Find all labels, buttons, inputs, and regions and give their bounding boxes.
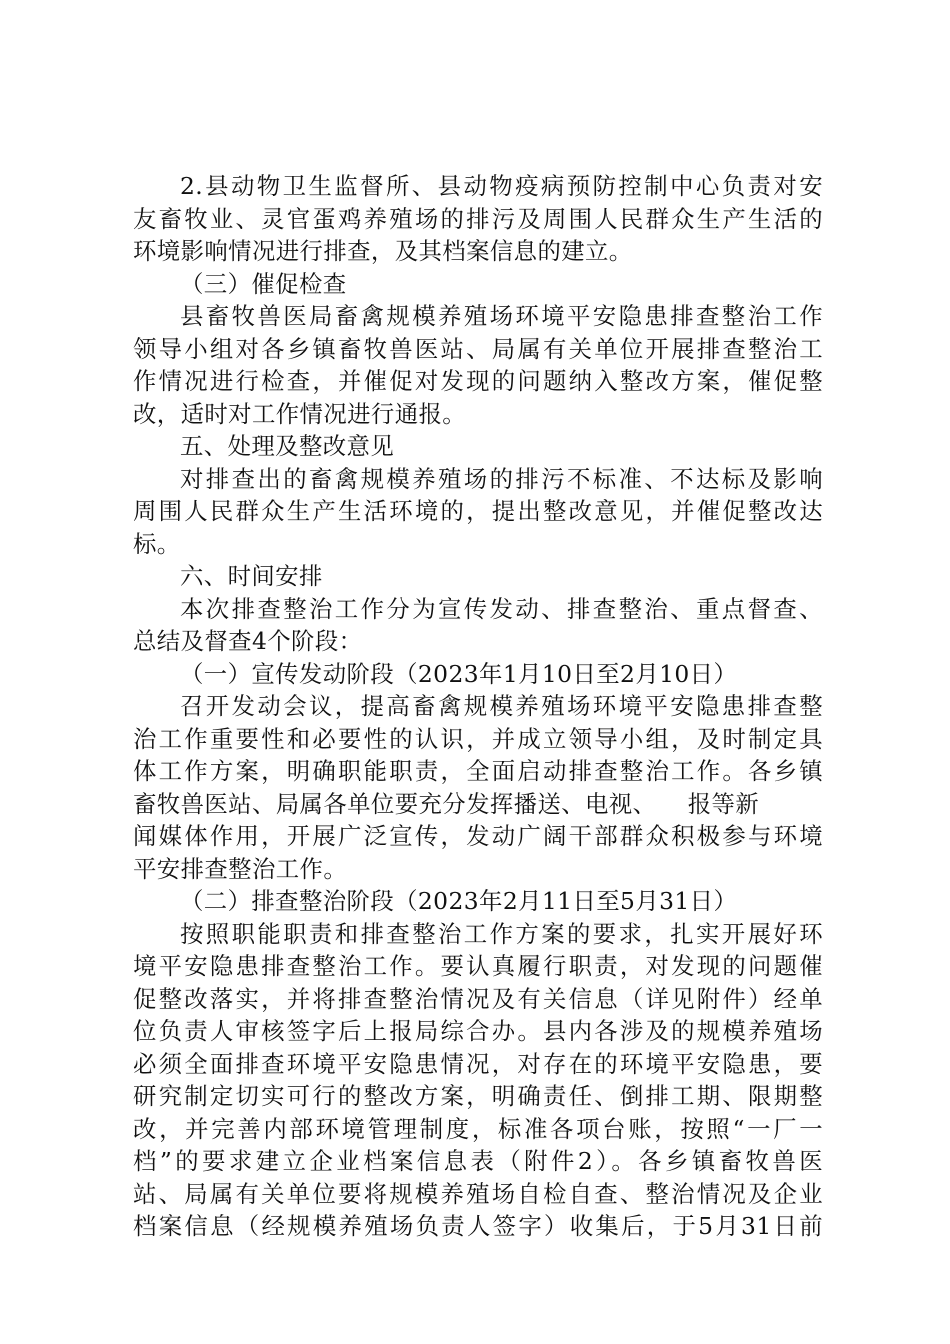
text-line: 六、时间安排 (180, 562, 323, 590)
text-line: 作情况进行检查，并催促对发现的问题纳入整改方案，催促整 (133, 367, 823, 395)
text-line: 本次排查整治工作分为宣传发动、排查整治、重点督查、 (180, 594, 823, 623)
text-line: 研究制定切实可行的整改方案，明确责任、倒排工期、限期整 (133, 1082, 823, 1110)
text-line: （二）排查整治阶段（2023年2月11日至5月31日） (180, 887, 738, 915)
text-line: 档”的要求建立企业档案信息表（附件2）。各乡镇畜牧兽医 (133, 1147, 823, 1175)
text-line: 档案信息（经规模养殖场负责人签字）收集后，于5月31日前 (133, 1212, 823, 1240)
text-line: 五、处理及整改意见 (180, 432, 395, 460)
text-line: 闻媒体作用，开展广泛宣传，发动广阔干部群众积极参与环境 (133, 822, 823, 850)
text-line: 环境影响情况进行排查，及其档案信息的建立。 (133, 237, 633, 265)
text-line: 召开发动会议，提高畜禽规模养殖场环境平安隐患排查整 (180, 692, 823, 720)
text-line: 必须全面排查环境平安隐患情况，对存在的环境平安隐患，要 (133, 1049, 823, 1078)
text-line: 促整改落实，并将排查整治情况及有关信息（详见附件）经单 (133, 984, 823, 1013)
text-line: 对排查出的畜禽规模养殖场的排污不标准、不达标及影响 (180, 464, 823, 493)
text-line: 友畜牧业、灵官蛋鸡养殖场的排污及周围人民群众生产生活的 (133, 204, 823, 233)
text-line: 境平安隐患排查整治工作。要认真履行职责，对发现的问题催 (133, 952, 823, 980)
text-line: 标。 (133, 529, 181, 558)
text-line: 平安排查整治工作。 (133, 854, 348, 883)
text-line: 畜牧兽医站、局属各单位要充分发挥播送、电视、 报等新 (133, 789, 760, 818)
text-line: 体工作方案，明确职能职责，全面启动排查整治工作。各乡镇 (133, 757, 823, 785)
text-line: 2.县动物卫生监督所、县动物疫病预防控制中心负责对安 (180, 172, 823, 200)
text-line: 县畜牧兽医局畜禽规模养殖场环境平安隐患排查整治工作 (180, 302, 823, 330)
text-line: 改，并完善内部环境管理制度，标准各项台账，按照“一厂一 (133, 1114, 823, 1143)
text-line: （三）催促检查 (180, 269, 347, 298)
text-line: 按照职能职责和排查整治工作方案的要求，扎实开展好环 (180, 919, 823, 948)
text-line: 周围人民群众生产生活环境的，提出整改意见，并催促整改达 (133, 497, 823, 525)
text-line: 治工作重要性和必要性的认识，并成立领导小组，及时制定具 (133, 724, 823, 753)
text-line: 总结及督查4个阶段： (133, 627, 363, 655)
text-line: 站、局属有关单位要将规模养殖场自检自查、整治情况及企业 (133, 1179, 823, 1208)
document-body (133, 170, 823, 1243)
text-line: 位负责人审核签字后上报局综合办。县内各涉及的规模养殖场 (133, 1017, 823, 1045)
text-line: 改，适时对工作情况进行通报。 (133, 399, 467, 428)
text-line: （一）宣传发动阶段（2023年1月10日至2月10日） (180, 659, 738, 688)
text-line: 领导小组对各乡镇畜牧兽医站、局属有关单位开展排查整治工 (133, 334, 823, 363)
